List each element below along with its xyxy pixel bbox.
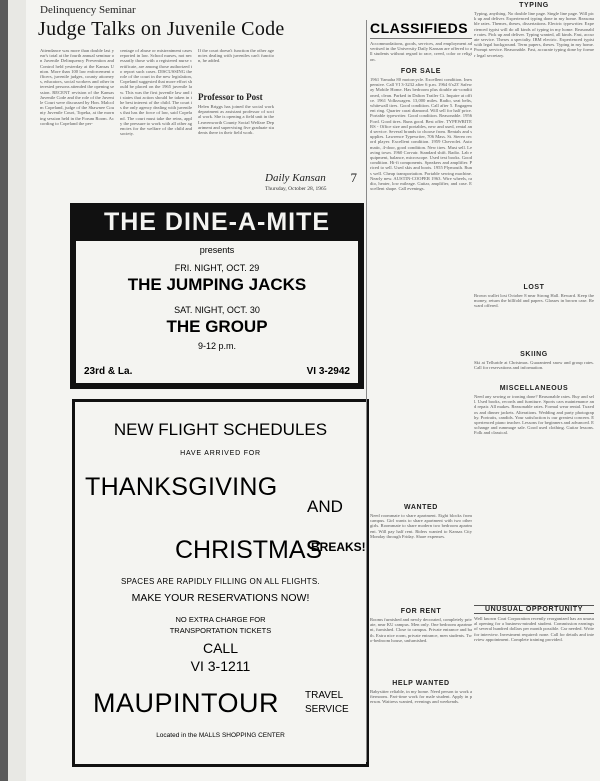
ad-brand-sub-1: TRAVEL (305, 690, 344, 701)
story-text-b: Helen Briggs has joined the social work department as assistant professor of social work. She is opening a field unit in the Leavenworth County Social Welfare Department and supervising five graduate students there in their field work. (198, 104, 274, 136)
newspaper-page (26, 0, 600, 781)
classifieds-title: CLASSIFIEDS (370, 20, 469, 36)
dateline-name: Daily Kansan (265, 172, 326, 184)
ad-time: 9-12 p.m. (197, 341, 237, 351)
page-headline: Judge Talks on Juvenile Code (38, 18, 285, 40)
ad-title: THE DINE-A-MITE (70, 203, 364, 241)
ad-line-9: NO EXTRA CHARGE FOR (175, 615, 266, 624)
ad-location: Located in the MALLS SHOPPING CENTER (156, 732, 285, 739)
typing-head: TYPING (519, 2, 549, 9)
page-number: 7 (350, 170, 357, 185)
story-text-a: If the court doesn't function the other agencies dealing with juveniles can't function, he added. (198, 48, 274, 64)
ad-line-8: MAKE YOUR RESERVATIONS NOW! (131, 592, 310, 604)
ad-brand: MAUPINTOUR (93, 688, 280, 718)
story-column-2: centage of abuse or mistreatment cases reported in law. School nurses, not necessarily those with a registered nurse certificate, are among those authorized to report such cases. DISCUSSING the role of the court in the new legislation, Copeland suggested that more effort should be placed on the 1965 juvenile law. This was the first juvenile law and it states that action should be taken in the best interest of the child. The court is the only agency dealing with juveniles that has the force of law, said Copeland. The court must take the reins, apply the pressure to work with all other agencies for the welfare of the child and society. (120, 48, 192, 137)
ad-presents: presents (199, 245, 235, 255)
skiing-text: Ski at Telluride at Christmas. Guaranteed snow and group rates. Call for reservations and information. (474, 360, 594, 371)
misc-text: Need any sewing or ironing done? Reasonable rates. Buy and sell. Used books, records and furniture. Sports cars maintenance and repair. All makes. Reasonable rates. Formal wear rental. Tuxedos and dinner jackets. Alterations. Wedding and party photography. Portraits, candids. Your satisfaction is our greatest concern. Experienced piano teacher. Lessons for beginners and advanced. Exchange and rummage sale. Good used clothing. Guitar lessons. Folk and classical. (474, 394, 594, 436)
ad-line-1: NEW FLIGHT SCHEDULES (113, 420, 328, 439)
classifieds-intro: Accommodations, goods, services, and employment advertised in the University Daily Kansan are offered to all students without regard to race, creed, color or religion. (370, 41, 472, 62)
story-subhead: Professor to Post (198, 92, 263, 102)
ad-band-2: THE GROUP (166, 317, 268, 336)
ad-line-10: TRANSPORTATION TICKETS (169, 626, 272, 635)
previous-page-edge (0, 0, 26, 781)
for-sale-head: FOR SALE (400, 68, 442, 75)
maupintour-ad (72, 399, 369, 767)
lost-text: Brown wallet lost October 8 near Strong Hall. Reward. Keep the money, return the billfold and papers. Glasses in brown case. Reward offered. (474, 293, 594, 309)
lost-head: LOST (523, 284, 545, 291)
for-rent-head: FOR RENT (400, 608, 442, 615)
unusual-opportunity-text: Well known Coat Corporation recently reorganized has an unusual opening for a business-minded student. Commission earnings of several hundred dollars per month possible. Car needed. Write for interview. Investment required: none. Call for details and interview appointment. Complete training provided. (474, 616, 594, 642)
classifieds-column-2 (474, 0, 594, 728)
for-rent-text: Rooms furnished and newly decorated, completely private, near KU campus. Men only. One bedroom apartment, furnished. Close to campus. Private entrance and bath. Extra nice room, private entrance, men students. Two-bedroom house, unfurnished. (370, 617, 472, 643)
column-rule (366, 20, 367, 762)
ad-line-6: BREAKS! (311, 540, 366, 554)
ad-night-2: SAT. NIGHT, OCT. 30 (174, 305, 260, 315)
dine-a-mite-ad (70, 203, 364, 389)
kicker: Delinquency Seminar (40, 4, 136, 16)
ad-line-7: SPACES ARE RAPIDLY FILLING ON ALL FLIGHTS. (120, 577, 321, 586)
unusual-opportunity-head: UNUSUAL OPPORTUNITY (474, 605, 594, 614)
ad-brand-sub-2: SERVICE (305, 704, 349, 715)
ad-phone: VI 3-2942 (306, 366, 350, 377)
rule (370, 38, 472, 39)
ad-night-1: FRI. NIGHT, OCT. 29 (174, 263, 260, 273)
dateline (265, 172, 357, 192)
wanted-head: WANTED (404, 504, 438, 511)
ad-line-2: HAVE ARRIVED FOR (180, 450, 261, 457)
ad-band-1: THE JUMPING JACKS (127, 275, 307, 294)
ad-call: CALL (202, 640, 239, 656)
help-wanted-head: HELP WANTED (392, 680, 450, 687)
story-column-1: Attendance was more than double last year's total at the fourth annual seminar on Juvenile Delinquency Prevention and Control held yesterday at the Kansas Union. More than 100 law enforcement officers, juvenile judges, county attorneys, educators, social workers and other interested persons attended the opening session. RECENT revision of the Kansas Juvenile Code and the role of the Juvenile Court were discussed by Hon. Malcolm Copeland, judge of the Shawnee County Juvenile Court, Topeka, at the morning session held in the Forum Room. According to Copeland the per- (40, 48, 114, 126)
ad-line-5: CHRISTMAS (175, 536, 323, 564)
ad-line-4: AND (307, 497, 343, 516)
ad-address: 23rd & La. (84, 366, 133, 377)
ad-line-3: THANKSGIVING (85, 473, 278, 501)
for-sale-text: 1961 Yamaha 80 motorcycle. Excellent condition. Inexpensive. Call VI 3-3232 after 6 p.m. 1964 6'x23' Safeway Mobile Home. Has bedroom plus double air-conditioned, clean. Parked in Dalton Trailer Ct. Inquire at office. 1961 Volkswagen. 13,000 miles. Radio, seat belts, whitewall tires. Good condition. Call after 5. Engagement ring. Quarter carat diamond. Will sell for half price. Portable typewriter. Good condition. Reasonable. 1956 Ford. Good tires. Runs good. Best offer. TYPEWRITERS - Office size and portables, new and used, rental and service. Several brands to choose from. Rentals and supplies. Lawrence Typewriter, 706 Mass. St. Stereo record player. Excellent condition. 1959 Chevrolet. Automatic, 4-door, good condition. New tires. Must sell. Leaving town. 1960 Corvair. Standard shift. Radio. Lab equipment, balance, microscope. Used text books. Good condition. Hi-fi components. Speakers and amplifier. Priced to sell. Used skis and boots. 1955 Plymouth. Runs well. Cheap transportation. Portable sewing machine. Nearly new. AUSTIN-COOPER 1963. Wire wheels, radio, heater, low mileage. Guitar, amplifier, and case. Excellent shape. Call evenings. (370, 77, 472, 192)
skiing-head: SKIING (520, 351, 548, 358)
help-wanted-text: Babysitter reliable, in my home. Need person to work afternoons. Part-time work for male student. Apply in person. Waitress wanted, evenings and weekends. (370, 689, 472, 705)
misc-head: MISCELLANEOUS (499, 385, 569, 392)
classifieds-column-1 (370, 22, 472, 729)
dateline-date: Thursday, October 28, 1965 (265, 186, 327, 192)
wanted-text: Need roommate to share apartment. Eight blocks from campus. Girl wants to share apartment with two other girls. Roommate to share modern two bedroom apartment. Will pay half rent. Riders wanted to Kansas City Monday through Friday. Share expenses. (370, 513, 472, 539)
ad-phone: VI 3-1211 (190, 658, 251, 674)
typing-text: Typing, anything. No double line page. Single line page. Will pick up and deliver. Experienced typing done in my home. Reasonable rates. Themes, theses, dissertations. Electric typewriter. Experienced typist will do all kinds of typing in my home. Reasonable rates. Pick up and deliver. Typing wanted, all kinds. Fast, accurate service. Theses a specialty. IBM electric. Experienced typist with legal background. Term papers, theses. Typing in my home. Prompt service. Reasonable. Fast, accurate typing done by former legal secretary. (474, 11, 594, 58)
